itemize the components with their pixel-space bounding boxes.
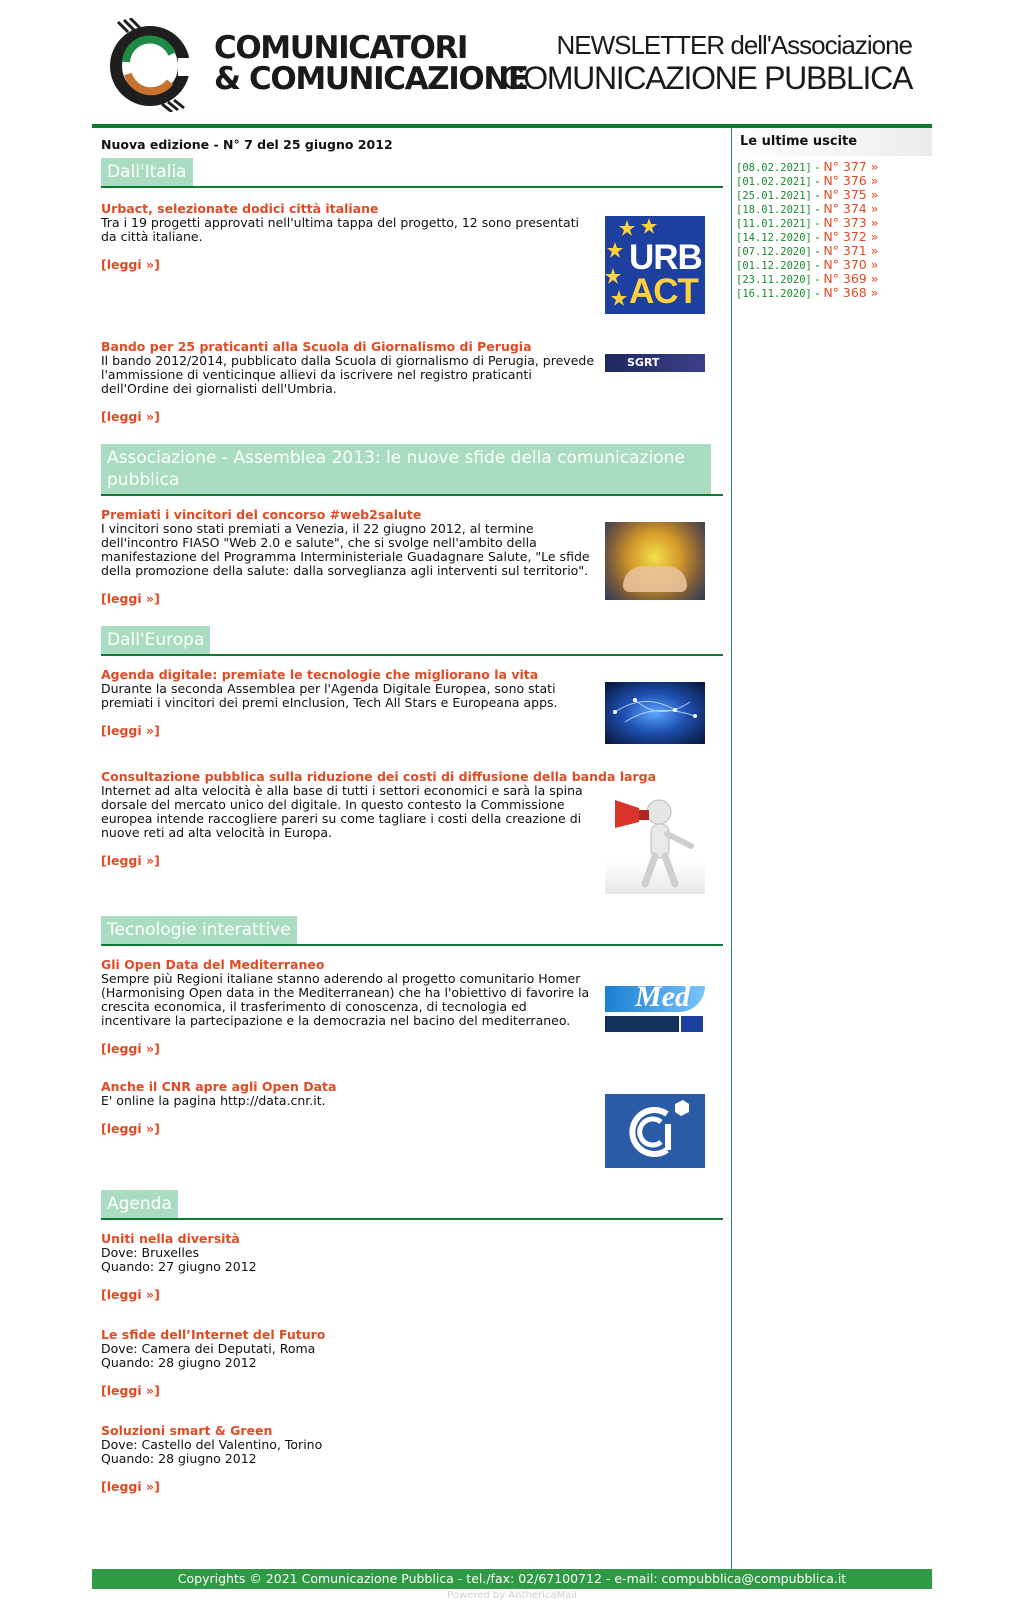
issue-separator: - [815, 230, 820, 244]
read-more-link[interactable]: [leggi »] [101, 723, 160, 738]
association-name: COMUNICAZIONE PUBBLICA [501, 60, 912, 96]
read-more-link[interactable]: [leggi »] [101, 1121, 160, 1136]
issue-item [736, 286, 932, 300]
issue-separator: - [815, 216, 820, 230]
article-title-link[interactable]: Urbact, selezionate dodici città italiane [101, 201, 379, 216]
issue-separator: - [815, 160, 820, 174]
issue-date: [08.02.2021] [736, 162, 812, 174]
megaphone-thumbnail[interactable] [605, 784, 705, 894]
newsletter-subtitle: NEWSLETTER dell'Associazione [556, 30, 912, 60]
issue-date: [16.11.2020] [736, 288, 812, 300]
issue-item [736, 230, 932, 244]
event-title-link[interactable]: Uniti nella diversità [101, 1231, 240, 1246]
eu-flag-icon [681, 1016, 703, 1032]
issue-link[interactable]: N° 373 » [823, 215, 879, 230]
issue-date: [01.02.2021] [736, 176, 812, 188]
logo-wordmark [214, 30, 528, 97]
section-associazione [101, 444, 723, 496]
edition-title: Nuova edizione - N° 7 del 25 giugno 2012 [101, 137, 393, 152]
article-summary: Durante la seconda Assemblea per l'Agenda Digitale Europea, sono stati premiati i vincitori dei premi eInclusion, Tech All Stars e Europeana apps. [101, 681, 558, 710]
issue-link[interactable]: N° 376 » [823, 173, 879, 188]
issue-separator: - [815, 188, 820, 202]
section-agenda [101, 1190, 723, 1220]
event-internet-futuro [101, 1328, 723, 1398]
read-more-link[interactable]: [leggi »] [101, 1287, 160, 1302]
newsletter-header [92, 0, 932, 126]
logo-icon [108, 18, 194, 112]
event-date: Quando: 28 giugno 2012 [101, 1355, 257, 1370]
issue-item [736, 188, 932, 202]
issue-link[interactable]: N° 368 » [823, 285, 879, 300]
megaphone-figure-icon [605, 784, 705, 894]
issue-item [736, 244, 932, 258]
article-title-link[interactable]: Gli Open Data del Mediterraneo [101, 957, 325, 972]
article-title-link[interactable]: Anche il CNR apre agli Open Data [101, 1079, 337, 1094]
section-title: Associazione - Assemblea 2013: le nuove sfide della comunicazione pubblica [101, 444, 711, 494]
issue-link[interactable]: N° 369 » [823, 271, 879, 286]
globe-network-icon [605, 682, 705, 744]
read-more-link[interactable]: [leggi »] [101, 1041, 160, 1056]
issue-item [736, 202, 932, 216]
hands-illustration [623, 566, 687, 592]
sidebar-latest-issues [732, 128, 932, 300]
section-title: Agenda [101, 1190, 178, 1218]
web2salute-thumbnail[interactable] [605, 522, 705, 600]
article-summary: Sempre più Regioni italiane stanno aderendo al progetto comunitario Homer (Harmonising Open data in the Mediterranean) che ha l'obiettivo di favorire la crescita economica, il trasferimento di conoscenza, di tecnologia ed incentivare la partecipazione e la democrazia nel bacino del mediterraneo. [101, 971, 590, 1028]
article-summary: E' online la pagina http://data.cnr.it. [101, 1093, 326, 1108]
issue-item [736, 174, 932, 188]
issue-separator: - [815, 286, 820, 300]
sidebar-title: Le ultime uscite [732, 128, 932, 156]
world-map-thumbnail[interactable] [605, 682, 705, 744]
event-smart-green [101, 1424, 723, 1494]
event-location: Dove: Castello del Valentino, Torino [101, 1437, 323, 1452]
event-date: Quando: 27 giugno 2012 [101, 1259, 257, 1274]
article-bando-perugia [101, 340, 723, 424]
issue-separator: - [815, 202, 820, 216]
event-uniti-diversita [101, 1232, 723, 1302]
urbact-logo-line1: URB [629, 238, 702, 277]
main-content [92, 128, 732, 1569]
article-summary: Internet ad alta velocità è alla base di tutti i settori economici e sarà la spina dorsale del mercato unico del digitale. In questo contesto la Commissione europea intende raccogliere pareri su come tagliare i costi della creazione di nuove reti ad alta velocità in Europa. [101, 783, 583, 840]
article-title-link[interactable]: Agenda digitale: premiate le tecnologie che migliorano la vita [101, 667, 539, 682]
article-title-link[interactable]: Bando per 25 praticanti alla Scuola di Giornalismo di Perugia [101, 339, 532, 354]
event-location: Dove: Camera dei Deputati, Roma [101, 1341, 316, 1356]
issue-date: [14.12.2020] [736, 232, 812, 244]
issue-date: [07.12.2020] [736, 246, 812, 258]
read-more-link[interactable]: [leggi »] [101, 409, 160, 424]
med-caption-bar [605, 1016, 679, 1032]
med-logo-text: Med [635, 980, 690, 1013]
issue-separator: - [815, 258, 820, 272]
issue-item [736, 160, 932, 174]
urbact-logo-line2: ACT [629, 272, 698, 311]
issue-date: [11.01.2021] [736, 218, 812, 230]
issue-link[interactable]: N° 372 » [823, 229, 879, 244]
section-title: Dall'Europa [101, 626, 210, 654]
issue-link[interactable]: N° 371 » [823, 243, 879, 258]
issue-separator: - [815, 272, 820, 286]
article-summary: Il bando 2012/2014, pubblicato dalla Scuola di giornalismo di Perugia, prevede l'ammissione di venticinque allievi da iscrivere nel registro praticanti dell'Ordine dei giornalisti dell'Umbria. [101, 353, 595, 396]
urbact-thumbnail[interactable] [605, 216, 705, 314]
sgrt-logo-text: SGRT [627, 356, 660, 369]
article-title-link[interactable]: Premiati i vincitori del concorso #web2salute [101, 507, 422, 522]
section-title: Tecnologie interattive [101, 916, 297, 944]
issue-item [736, 216, 932, 230]
article-title-link[interactable]: Consultazione pubblica sulla riduzione dei costi di diffusione della banda larga [101, 769, 657, 784]
med-thumbnail[interactable] [605, 972, 705, 1034]
event-title-link[interactable]: Soluzioni smart & Green [101, 1423, 273, 1438]
cnr-thumbnail[interactable] [605, 1094, 705, 1168]
issue-link[interactable]: N° 370 » [823, 257, 879, 272]
issue-item [736, 258, 932, 272]
section-tecnologie-interattive [101, 916, 723, 946]
read-more-link[interactable]: [leggi »] [101, 1383, 160, 1398]
issue-item [736, 272, 932, 286]
sgrt-thumbnail[interactable] [605, 354, 705, 372]
issue-separator: - [815, 174, 820, 188]
read-more-link[interactable]: [leggi »] [101, 853, 160, 868]
article-summary: Tra i 19 progetti approvati nell'ultima tappa del progetto, 12 sono presentati da città italiane. [101, 215, 579, 244]
issue-date: [18.01.2021] [736, 204, 812, 216]
issue-separator: - [815, 244, 820, 258]
section-dall-italia [101, 158, 723, 188]
issue-link[interactable]: N° 374 » [823, 201, 879, 216]
event-title-link[interactable]: Le sfide dell’Internet del Futuro [101, 1327, 326, 1342]
read-more-link[interactable]: [leggi »] [101, 591, 160, 606]
issue-link[interactable]: N° 377 » [823, 159, 879, 174]
issues-list [732, 160, 932, 300]
section-dall-europa [101, 626, 723, 656]
column-divider [731, 128, 732, 1569]
read-more-link[interactable]: [leggi »] [101, 1479, 160, 1494]
issue-date: [01.12.2020] [736, 260, 812, 272]
article-summary: I vincitori sono stati premiati a Venezia, il 22 giugno 2012, al termine dell'incontro FIASO "Web 2.0 e salute", che si svolge nell'ambito della manifestazione del Programma Interministeriale Guadagnare Salute, "Le sfide della promozione della salute: dalla sorveglianza agli interventi sul territorio". [101, 521, 590, 578]
footer-bar: Copyrights © 2021 Comunicazione Pubblica - tel./fax: 02/67100712 - e-mail: compubblica@compubblica.it [92, 1569, 932, 1589]
issue-date: [25.01.2021] [736, 190, 812, 202]
section-title: Dall'Italia [101, 158, 193, 186]
issue-date: [23.11.2020] [736, 274, 812, 286]
cnr-logo-icon [605, 1094, 705, 1168]
logo-line-1: COMUNICATORI [214, 30, 468, 66]
issue-link[interactable]: N° 375 » [823, 187, 879, 202]
logo-line-2: & COMUNICAZIONE [214, 61, 528, 97]
event-date: Quando: 28 giugno 2012 [101, 1451, 257, 1466]
event-location: Dove: Bruxelles [101, 1245, 200, 1260]
powered-by-text: Powered by AnthericaMail [447, 1590, 577, 1601]
read-more-link[interactable]: [leggi »] [101, 257, 160, 272]
